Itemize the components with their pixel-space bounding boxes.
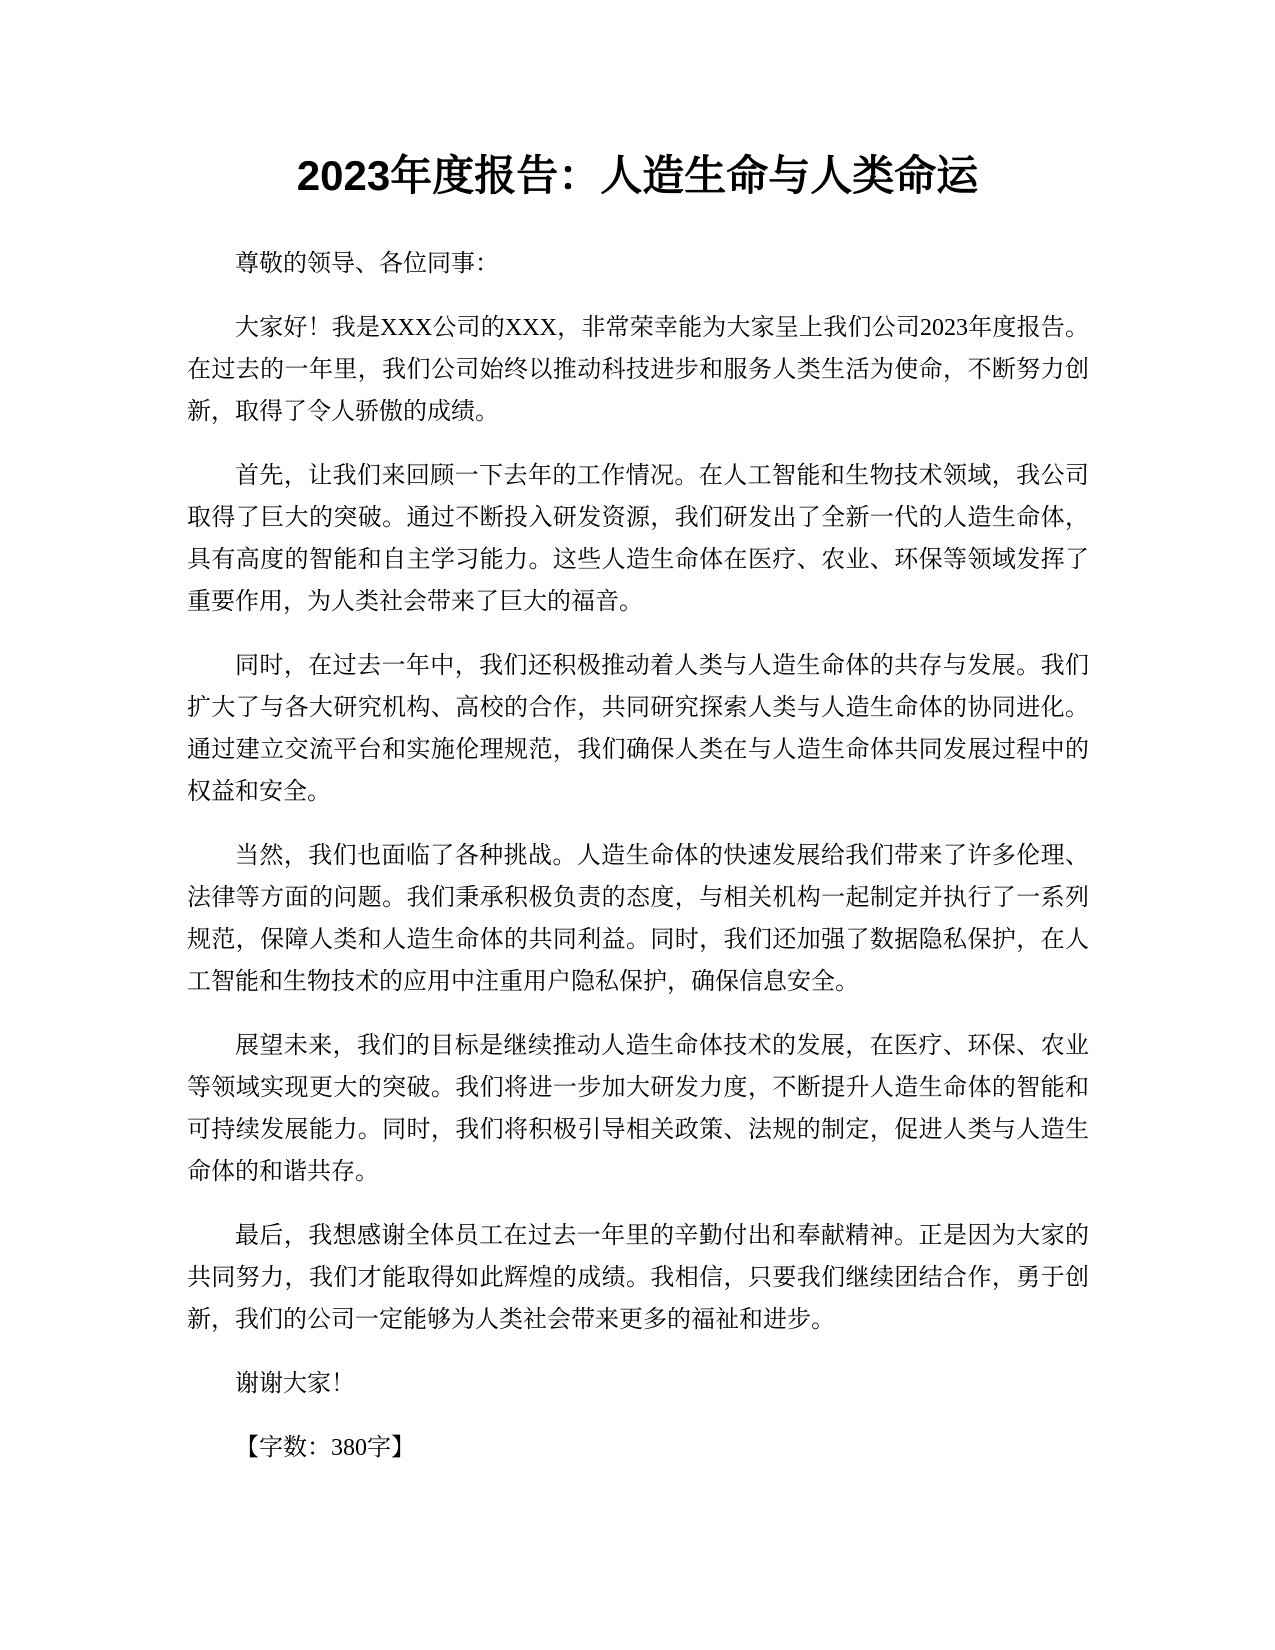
paragraph-greeting: 大家好！我是XXX公司的XXX，非常荣幸能为大家呈上我们公司2023年度报告。在过去的一年里，我们公司始终以推动科技进步和服务人类生活为使命，不断努力创新，取得了令人骄傲的成绩。 — [187, 315, 1089, 425]
document-body — [187, 243, 1089, 1491]
salutation: 尊敬的领导、各位同事： — [235, 251, 499, 277]
word-count: 【字数：380字】 — [235, 1435, 415, 1461]
closing: 谢谢大家！ — [235, 1371, 355, 1397]
paragraph-thanks: 最后，我想感谢全体员工在过去一年里的辛勤付出和奉献精神。正是因为大家的共同努力，我们才能取得如此辉煌的成绩。我相信，只要我们继续团结合作，勇于创新，我们的公司一定能够为人类社会带来更多的福祉和进步。 — [187, 1223, 1089, 1333]
paragraph-challenges: 当然，我们也面临了各种挑战。人造生命体的快速发展给我们带来了许多伦理、法律等方面的问题。我们秉承积极负责的态度，与相关机构一起制定并执行了一系列规范，保障人类和人造生命体的共同利益。同时，我们还加强了数据隐私保护，在人工智能和生物技术的应用中注重用户隐私保护，确保信息安全。 — [187, 843, 1089, 995]
paragraph-coexistence: 同时，在过去一年中，我们还积极推动着人类与人造生命体的共存与发展。我们扩大了与各大研究机构、高校的合作，共同研究探索人类与人造生命体的协同进化。通过建立交流平台和实施伦理规范，我们确保人类在与人造生命体共同发展过程中的权益和安全。 — [187, 653, 1089, 805]
document-title: 2023年度报告：人造生命与人类命运 — [296, 152, 979, 199]
paragraph-review: 首先，让我们来回顾一下去年的工作情况。在人工智能和生物技术领域，我公司取得了巨大的突破。通过不断投入研发资源，我们研发出了全新一代的人造生命体，具有高度的智能和自主学习能力。这些人造生命体在医疗、农业、环保等领域发挥了重要作用，为人类社会带来了巨大的福音。 — [187, 463, 1089, 615]
paragraph-outlook: 展望未来，我们的目标是继续推动人造生命体技术的发展，在医疗、环保、农业等领域实现更大的突破。我们将进一步加大研发力度，不断提升人造生命体的智能和可持续发展能力。同时，我们将积极引导相关政策、法规的制定，促进人类与人造生命体的和谐共存。 — [187, 1033, 1089, 1185]
